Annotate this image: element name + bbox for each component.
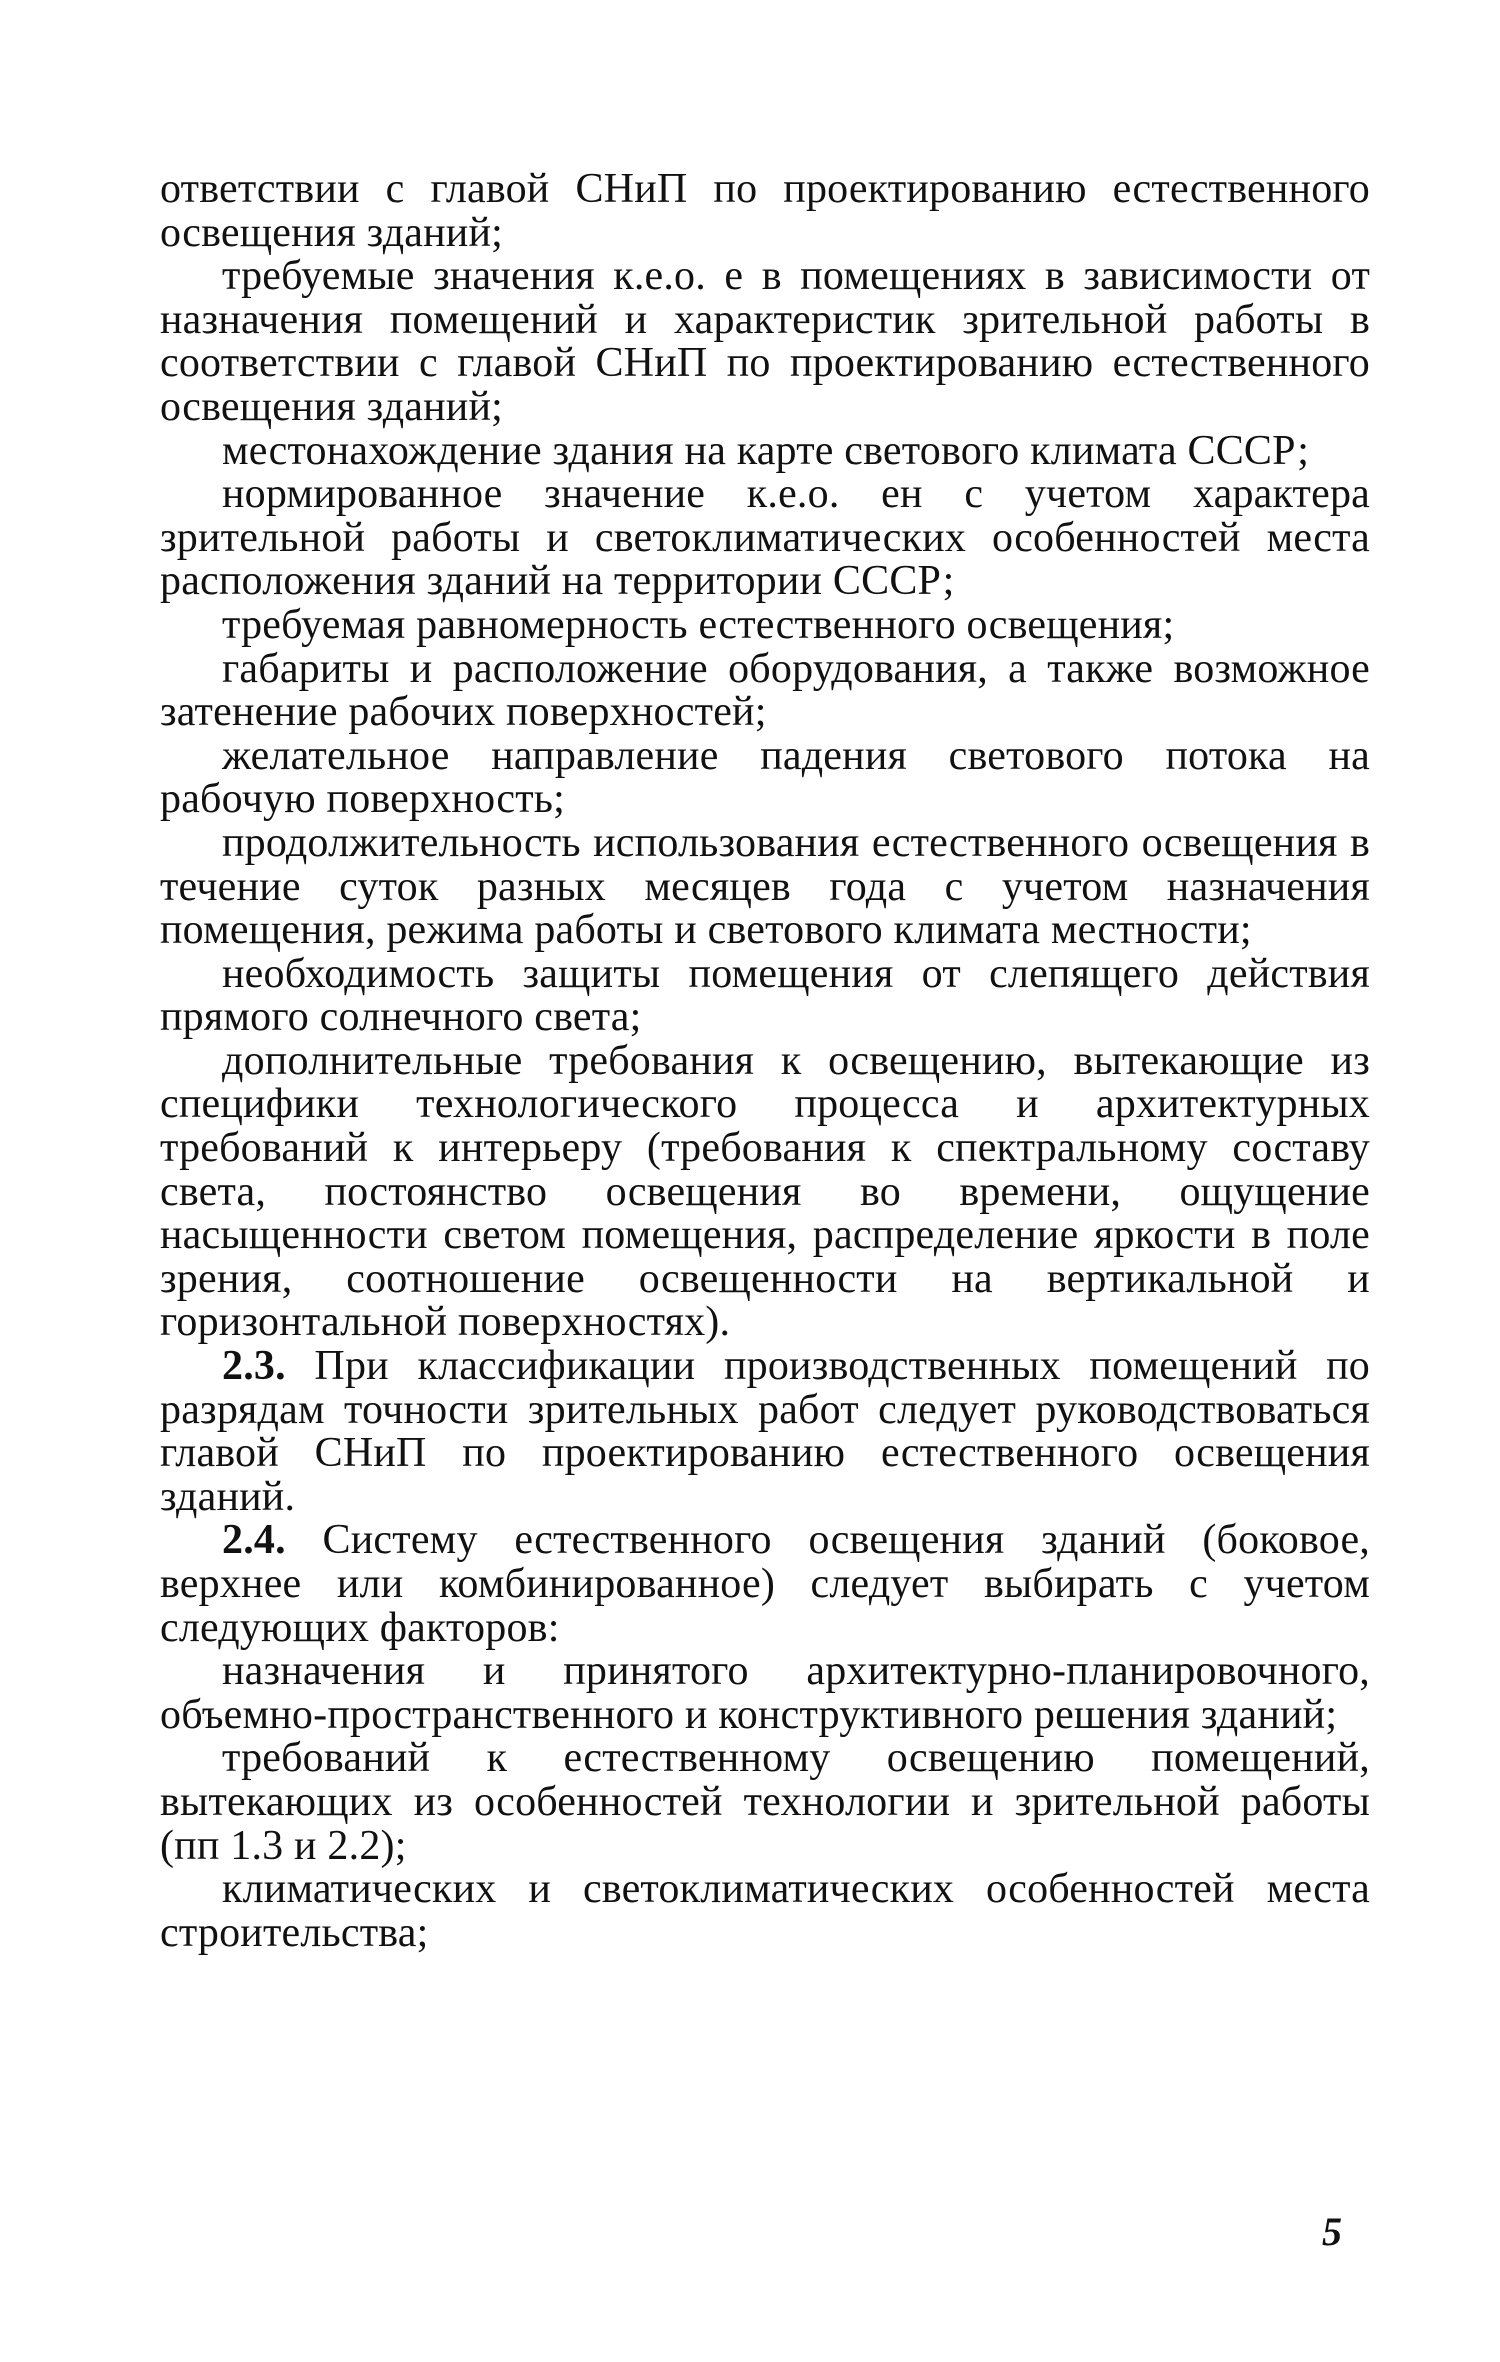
- paragraph: дополнительные требования к освещению, вытекающие из специфики технологического процесса и архитектурных требований к интерьеру (требования к спектральному составу света, постоянство освещения во времени, ощущение насыщенности светом помещения, распределение яркости в поле зрения, соотношение освещенности на вертикальной и горизонтальной поверхностях).: [160, 1037, 1370, 1346]
- paragraph: нормированное значение к.е.о. eн с учетом характера зрительной работы и светоклиматических особенностей места расположения зданий на территории СССР;: [160, 471, 1370, 605]
- section-paragraph-2-3: [160, 1345, 1370, 1519]
- paragraph: требуемые значения к.е.о. e в помещениях в зависимости от назначения помещений и характеристик зрительной работы в соответствии с главой СНиП по проектированию естественного освещения зданий;: [160, 253, 1370, 430]
- paragraph: назначения и принятого архитектурно-планировочного, объемно-пространственного и конструктивного решения зданий;: [160, 1648, 1370, 1738]
- paragraph: климатических и светоклиматических особенностей места строительства;: [160, 1866, 1370, 1956]
- section-paragraph-2-4: [160, 1519, 1370, 1650]
- section-text: Систему естественного освещения зданий (боковое, верхнее или комбинированное) следует выбирать с учетом следующих факторов:: [160, 1517, 1370, 1651]
- section-number: 2.4.: [222, 1517, 286, 1564]
- paragraph: необходимость защиты помещения от слепящего действия прямого солнечного света;: [160, 950, 1370, 1041]
- section-text: При классификации производственных помещений по разрядам точности зрительных работ следует руководствоваться главой СНиП по проектированию естественного освещения зданий.: [160, 1343, 1370, 1520]
- paragraph: габариты и расположение оборудования, а также возможное затенение рабочих поверхностей;: [160, 645, 1370, 736]
- paragraph: требуемая равномерность естественного освещения;: [222, 601, 1175, 648]
- page-number: 5: [1322, 2209, 1342, 2254]
- paragraph: желательное направление падения светового потока на рабочую поверхность;: [160, 732, 1370, 823]
- paragraph: ответствии с главой СНиП по проектированию естественного освещения зданий;: [160, 166, 1370, 256]
- body-text: [160, 168, 1370, 1955]
- paragraph: продолжительность использования естественного освещения в течение суток разных месяцев года с учетом назначения помещения, режима работы и светового климата местности;: [160, 819, 1370, 954]
- paragraph: местонахождение здания на карте светового климата СССР;: [222, 427, 1310, 474]
- paragraph: требований к естественному освещению помещений, вытекающих из особенностей технологии и зрительной работы (пп 1.3 и 2.2);: [160, 1735, 1370, 1869]
- section-number: 2.3.: [222, 1343, 286, 1390]
